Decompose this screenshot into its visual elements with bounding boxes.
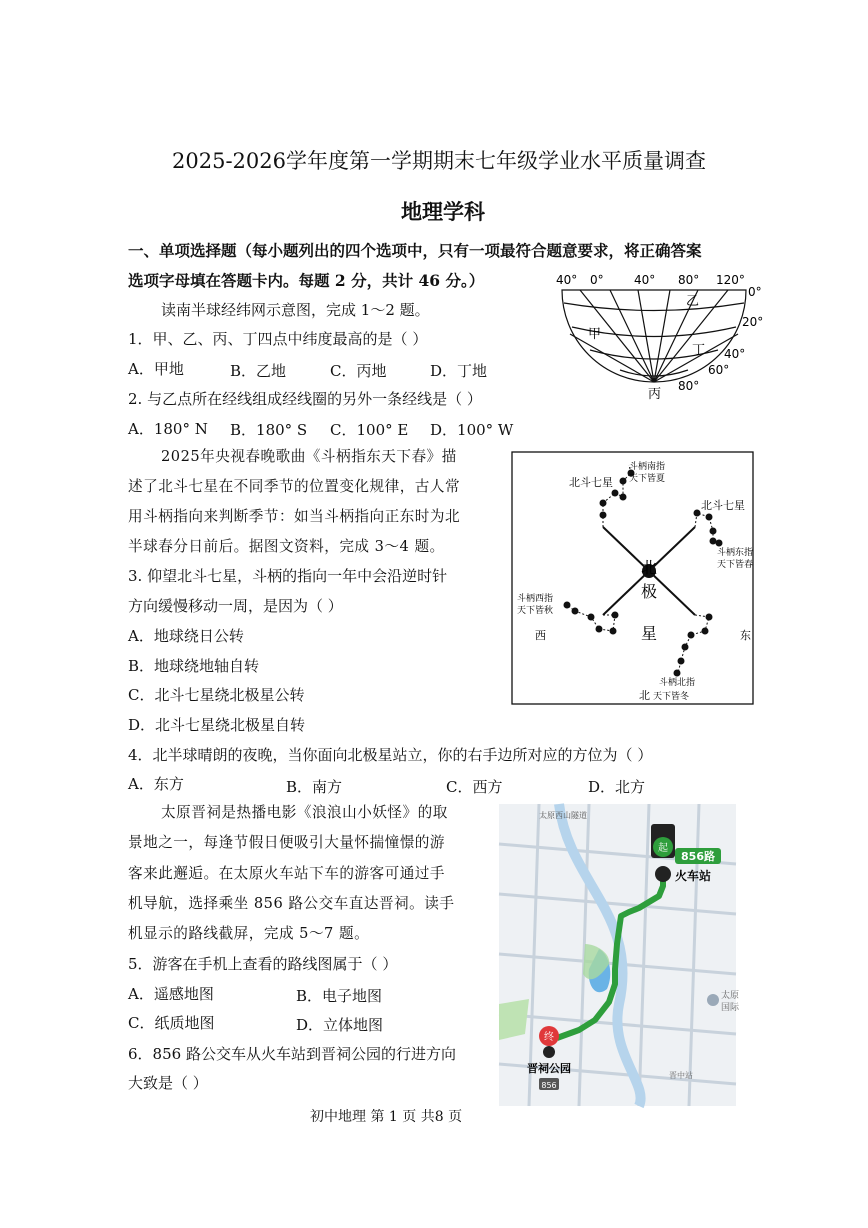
point-ding: 丁 xyxy=(692,343,706,358)
q5-option-b: B．电子地图 xyxy=(296,987,383,1005)
subject-title: 地理学科 xyxy=(401,199,485,224)
group2-para-line3: 用斗柄指向来判断季节：如当斗柄指向正东时为北 xyxy=(128,508,461,525)
navigation-map-screenshot xyxy=(499,804,740,1106)
lat-label-80: 80° xyxy=(678,379,700,393)
group3-para-line2: 景地之一，每逢节假日便吸引大量怀揣憧憬的游 xyxy=(128,834,445,851)
group2-para-line2: 述了北斗七星在不同季节的位置变化规律，古人常 xyxy=(128,478,461,495)
end-badge: 终 xyxy=(544,1032,554,1043)
label-dipper-summer: 北斗七星 xyxy=(569,476,613,489)
q1-option-b: B．乙地 xyxy=(230,362,287,380)
tunnel-label: 太原西山隧道 xyxy=(539,811,587,820)
lon-label-40w: 40° xyxy=(556,273,578,287)
route-badge: 856路 xyxy=(681,850,715,863)
label-summer: 天下皆夏 xyxy=(629,474,666,484)
poi-label-2: 国际 xyxy=(721,1003,740,1013)
label-handle-east: 斗柄东指 xyxy=(717,548,754,558)
lon-label-0: 0° xyxy=(590,273,604,287)
lon-label-80e: 80° xyxy=(678,273,700,287)
meridian-7 xyxy=(570,334,654,382)
group3-para-line1: 太原晋祠是热播电影《浪浪山小妖怪》的取 xyxy=(161,804,448,821)
point-bing: 丙 xyxy=(648,387,662,402)
figure-border xyxy=(512,452,753,704)
question-2: 2. 与乙点所在经线组成经线圈的另外一条经线是（ ） xyxy=(128,390,482,408)
q4-option-a: A．东方 xyxy=(128,775,184,793)
green-area-west xyxy=(499,999,529,1040)
label-spring: 天下皆春 xyxy=(717,560,754,570)
question-3-line1: 3. 仰望北斗七星，斗柄的指向一年中会沿逆时针 xyxy=(128,567,448,585)
label-autumn: 天下皆秋 xyxy=(517,606,554,616)
q2-option-c: C．100° E xyxy=(330,421,409,439)
lon-label-40e: 40° xyxy=(634,273,656,287)
label-east: 东 xyxy=(740,629,751,642)
start-badge: 起 xyxy=(658,843,668,854)
q3-option-b: B．地球绕地轴自转 xyxy=(128,657,260,675)
label-handle-north: 斗柄北指 xyxy=(659,678,696,688)
q3-option-c: C．北斗七星绕北极星公转 xyxy=(128,686,305,704)
section-heading-line2: 选项字母填在答题卡内。每题 2 分，共计 46 分。） xyxy=(128,271,485,290)
lon-label-120e: 120° xyxy=(716,273,745,287)
question-5: 5．游客在手机上查看的路线图属于（ ） xyxy=(128,955,398,973)
parallel-80 xyxy=(620,370,688,376)
page-footer: 初中地理 第 1 页 共8 页 xyxy=(310,1109,463,1125)
lat-label-20: 20° xyxy=(742,315,764,329)
q1-option-d: D．丁地 xyxy=(430,362,488,380)
big-dipper-seasons-figure xyxy=(511,451,754,705)
point-yi: 乙 xyxy=(686,294,700,309)
label-dipper-spring: 北斗七星 xyxy=(701,499,745,512)
group2-para-line4: 半球春分日前后。据图文资料，完成 3～4 题。 xyxy=(128,538,445,555)
start-station-icon xyxy=(655,866,671,882)
group2-para-line1: 2025年央视春晚歌曲《斗柄指东天下春》描 xyxy=(161,448,457,465)
polaris-label-1: 北 xyxy=(641,558,658,577)
jinzhong-station-label: 晋中站 xyxy=(669,1071,693,1080)
label-handle-west: 斗柄西指 xyxy=(517,594,554,604)
start-station-label: 火车站 xyxy=(675,869,712,883)
poi-icon xyxy=(707,994,719,1006)
polaris-label-2: 极 xyxy=(641,582,658,601)
group1-intro: 读南半球经纬网示意图，完成 1～2 题。 xyxy=(161,301,430,319)
group3-para-line5: 机显示的路线截屏，完成 5～7 题。 xyxy=(128,925,370,942)
southern-hemisphere-graticule-figure xyxy=(550,270,766,402)
route-tag: 856 xyxy=(541,1081,557,1090)
q4-option-d: D．北方 xyxy=(588,778,646,796)
end-station-label: 晋祠公园 xyxy=(527,1062,571,1075)
question-4: 4．北半球晴朗的夜晚，当你面向北极星站立，你的右手边所对应的方位为（ ） xyxy=(128,746,653,764)
q5-option-c: C．纸质地图 xyxy=(128,1014,215,1032)
lat-label-0: 0° xyxy=(748,285,762,299)
label-winter: 天下皆冬 xyxy=(653,692,690,702)
group3-para-line4: 机导航，选择乘坐 856 路公交车直达晋祠。读手 xyxy=(128,895,455,912)
q5-option-d: D．立体地图 xyxy=(296,1016,384,1034)
section-heading-line1: 一、单项选择题（每小题列出的四个选项中，只有一项最符合题意要求，将正确答案 xyxy=(128,241,702,260)
poi-label-1: 太原 xyxy=(721,991,740,1001)
label-north: 北 xyxy=(639,689,650,702)
exam-title: 2025-2026学年度第一学期期末七年级学业水平质量调查 xyxy=(172,149,706,173)
q1-option-c: C．丙地 xyxy=(330,362,387,380)
q2-option-b: B．180° S xyxy=(230,421,308,439)
q4-option-c: C．西方 xyxy=(446,778,503,796)
point-jia: 甲 xyxy=(588,327,602,342)
group3-para-line3: 客来此邂逅。在太原火车站下车的游客可通过手 xyxy=(128,865,445,882)
question-3-line2: 方向缓慢移动一周，是因为（ ） xyxy=(128,597,343,615)
question-6-line1: 6．856 路公交车从火车站到晋祠公园的行进方向 xyxy=(128,1045,456,1063)
q3-option-d: D．北斗七星绕北极星自转 xyxy=(128,716,306,734)
lat-label-40: 40° xyxy=(724,347,746,361)
q2-option-a: A．180° N xyxy=(128,420,208,438)
q4-option-b: B．南方 xyxy=(286,778,343,796)
q3-option-a: A．地球绕日公转 xyxy=(128,627,244,645)
lat-label-60: 60° xyxy=(708,363,730,377)
end-station-icon xyxy=(543,1046,555,1058)
polaris-label-3: 星 xyxy=(641,624,658,643)
q1-option-a: A．甲地 xyxy=(128,360,184,378)
label-handle-south: 斗柄南指 xyxy=(629,462,666,472)
label-west: 西 xyxy=(535,629,546,642)
q5-option-a: A．遥感地图 xyxy=(128,985,214,1003)
question-6-line2: 大致是（ ） xyxy=(128,1074,208,1092)
q2-option-d: D．100° W xyxy=(430,421,514,439)
question-1: 1．甲、乙、丙、丁四点中纬度最高的是（ ） xyxy=(128,330,428,348)
